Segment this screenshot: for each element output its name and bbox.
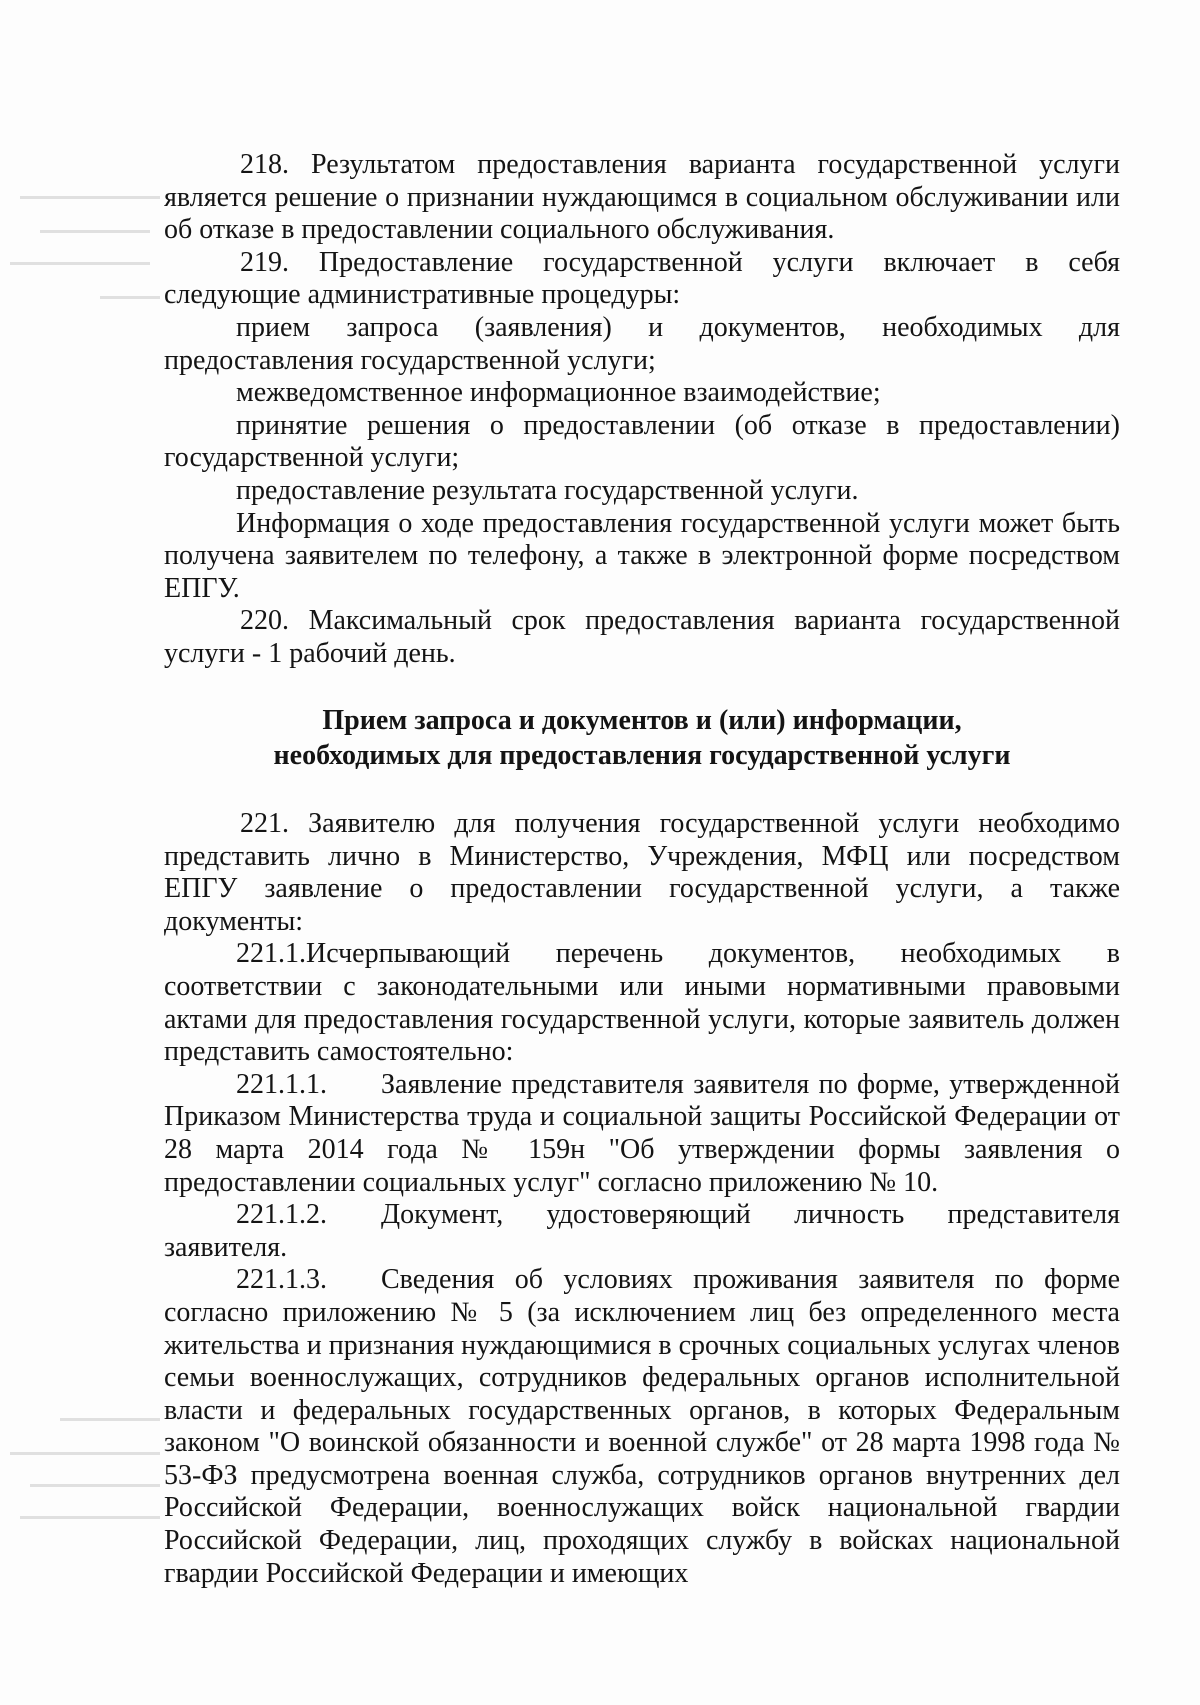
paragraph-219: 219. Предоставление государственной услуги включает в себя следующие административные процедуры:: [164, 246, 1120, 311]
clause-text: Документ, удостоверяющий личность представителя заявителя.: [164, 1199, 1120, 1263]
paragraph-218: 218. Результатом предоставления варианта государственной услуги является решение о признании нуждающимся в социальном обслуживании или об отказе в предоставлении социального обслуживания.: [164, 149, 1120, 246]
clause-number: 221.1.1.: [236, 1068, 327, 1100]
scan-noise: [20, 1516, 160, 1519]
paragraph-221-1-3: [164, 1264, 1120, 1590]
procedure-item: межведомственное информационное взаимодействие;: [236, 377, 881, 409]
clause-text: Заявление представителя заявителя по форме, утвержденной Приказом Министерства труда и социальной защиты Российской Федерации от 28 марта 2014 года № 159н "Об утверждении формы заявления о предоставлении социальных услуг" согласно приложению № 10.: [164, 1068, 1120, 1198]
clause-text: Сведения об условиях проживания заявителя по форме согласно приложению № 5 (за исключением лиц без определенного места жительства и признания нуждающимися в срочных социальных услугах членов семьи военнослужащих, сотрудников федеральных органов исполнительной власти и федеральных государственных органов, в которых Федеральным законом "О воинской обязанности и военной службе" от 28 марта 1998 года № 53-ФЗ предусмотрена военная служба, сотрудников органов внутренних дел Российской Федерации, военнослужащих войск национальной гвардии Российской Федерации, лиц, проходящих службу в войсках национальной гвардии Российской Федерации и имеющих: [164, 1264, 1120, 1589]
paragraph-221-1: 221.1.Исчерпывающий перечень документов, необходимых в соответствии с законодательными или иными нормативными правовыми актами для предоставления государственной услуги, которые заявитель должен представить самостоятельно:: [164, 938, 1120, 1068]
scan-noise: [40, 230, 150, 233]
scan-noise: [60, 1418, 160, 1421]
clause-number: 221.1.3.: [236, 1264, 327, 1296]
paragraph-220: 220. Максимальный срок предоставления варианта государственной услуги - 1 рабочий день.: [164, 605, 1120, 669]
scan-noise: [30, 1484, 160, 1487]
procedure-item: предоставление результата государственной услуги.: [236, 474, 859, 506]
scan-noise: [10, 1452, 160, 1455]
section-heading-line-2: необходимых для предоставления государственной услуги: [273, 740, 1011, 771]
paragraph-info: Информация о ходе предоставления государственной услуги может быть получена заявителем по телефону, а также в электронной форме посредством ЕПГУ.: [164, 507, 1120, 604]
clause-number: 221.1.2.: [236, 1199, 327, 1231]
text-block-upper: [164, 149, 1120, 671]
paragraph-221-1-2: [164, 1199, 1120, 1264]
scan-noise: [100, 296, 160, 299]
text-block-lower: [164, 808, 1120, 1590]
section-heading: [164, 703, 1120, 773]
paragraph-221: 221. Заявителю для получения государственной услуги необходимо представить лично в Министерство, Учреждения, МФЦ или посредством ЕПГУ заявление о предоставлении государственной услуги, а также документы:: [164, 808, 1120, 937]
scan-noise: [20, 196, 160, 199]
scan-noise: [10, 262, 150, 265]
procedure-item: принятие решения о предоставлении (об отказе в предоставлении) государственной услуги;: [164, 409, 1120, 474]
paragraph-221-1-1: [164, 1069, 1120, 1199]
section-heading-line-1: Прием запроса и документов и (или) информации,: [322, 705, 962, 736]
procedure-item: прием запроса (заявления) и документов, необходимых для предоставления государственной услуги;: [164, 311, 1120, 376]
